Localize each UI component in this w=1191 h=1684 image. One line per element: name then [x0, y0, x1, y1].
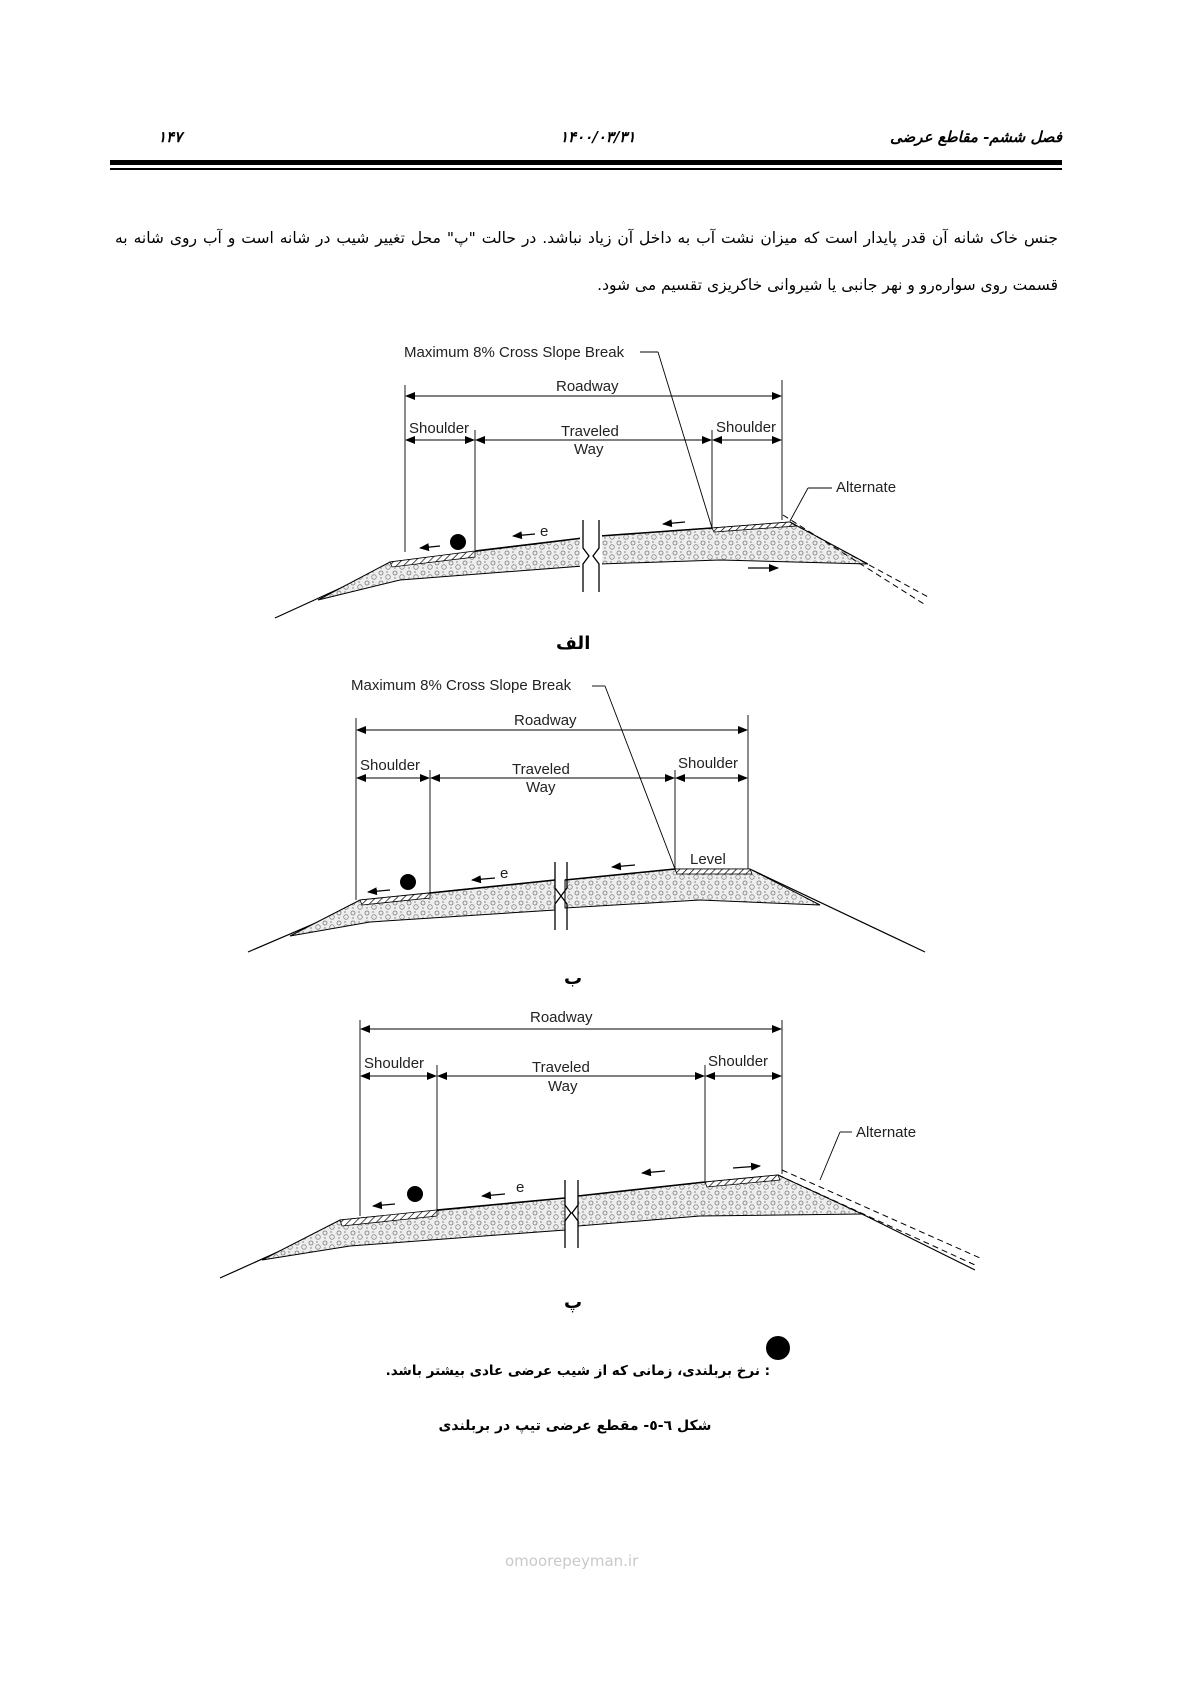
a-break-label: Maximum 8% Cross Slope Break: [404, 344, 625, 361]
b-break-label: Maximum 8% Cross Slope Break: [351, 677, 572, 694]
chapter-title: فصل ششم- مقاطع عرضی: [890, 128, 1062, 146]
c-roadway-label: Roadway: [530, 1009, 593, 1026]
figure-caption: شکل ٦-٥- مقطع عرضی تیپ در بربلندی: [438, 1418, 712, 1434]
watermark-text: omoorepeyman.ir: [505, 1552, 639, 1570]
b-level-label: Level: [690, 851, 726, 868]
c-alternate: Alternate: [856, 1124, 917, 1141]
a-shoulder-right: Shoulder: [716, 419, 777, 436]
header-date: ۱۴۰۰/۰۳/۳۱: [560, 128, 636, 146]
a-traveled-2: Way: [574, 441, 604, 458]
c-traveled-2: Way: [548, 1078, 578, 1095]
body-paragraph: جنس خاک شانه آن قدر پایدار است که میزان نشت آب به داخل آن زیاد نباشد. در حالت "پ" محل تغییر شیب در شانه است و آب روی شانه به قسمت روی سواره‌رو و نهر جانبی یا شیروانی خاکریزی تقسیم می شود.: [115, 229, 1058, 294]
legend-note: : نرخ بربلندی، زمانی که از شیب عرضی عادی بیشتر باشد.: [385, 1363, 770, 1379]
a-alternate: Alternate: [836, 479, 897, 496]
b-roadway-label: Roadway: [514, 712, 577, 729]
figure-a: [275, 344, 930, 618]
b-shoulder-right: Shoulder: [678, 755, 739, 772]
figure-b-label: ب: [564, 968, 583, 989]
c-shoulder-left: Shoulder: [364, 1055, 425, 1072]
superelevation-dot-icon: [766, 1336, 790, 1360]
c-shoulder-right: Shoulder: [708, 1053, 769, 1070]
a-roadway-label: Roadway: [556, 378, 619, 395]
figure-c-label: پ: [564, 1292, 583, 1313]
b-traveled-1: Traveled: [512, 761, 570, 778]
page-number: ۱۴۷: [158, 128, 183, 146]
b-traveled-2: Way: [526, 779, 556, 796]
b-e-label: e: [500, 865, 509, 882]
c-e-label: e: [516, 1179, 525, 1196]
a-shoulder-left: Shoulder: [409, 420, 470, 437]
a-e-label: e: [540, 523, 549, 540]
b-shoulder-left: Shoulder: [360, 757, 421, 774]
a-traveled-1: Traveled: [561, 423, 619, 440]
figure-a-label: الف: [556, 633, 591, 654]
figure-c: [220, 1009, 980, 1278]
figure-b: [248, 677, 925, 952]
c-traveled-1: Traveled: [532, 1059, 590, 1076]
